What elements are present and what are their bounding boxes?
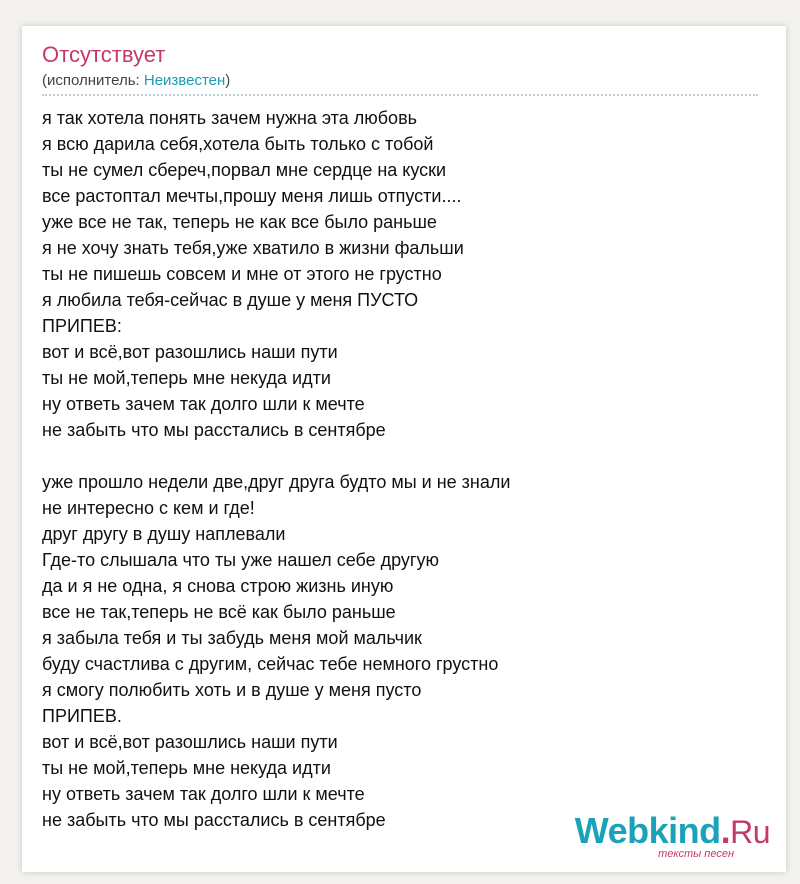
lyric-line: ПРИПЕВ. — [42, 706, 122, 726]
lyric-line: я так хотела понять зачем нужна эта любовь — [42, 108, 418, 128]
lyric-line: ты не мой,теперь мне некуда идти — [42, 368, 331, 388]
artist-suffix: ) — [225, 72, 231, 89]
lyric-line: буду счастлива с другим, сейчас тебе немного грустно — [42, 654, 499, 674]
logo-tld: Ru — [730, 814, 770, 850]
lyric-line: уже прошло недели две,друг друга будто мы и не знали — [42, 472, 511, 492]
lyric-line: все не так,теперь не всё как было раньше — [42, 602, 396, 622]
lyric-line: не интересно с кем и где! — [42, 498, 255, 518]
lyric-line: не забыть что мы расстались в сентябре — [42, 420, 386, 440]
lyric-line: ну ответь зачем так долго шли к мечте — [42, 394, 365, 414]
song-title: Отсутствует — [42, 42, 166, 67]
logo-dot: . — [720, 810, 731, 851]
artist-prefix: (исполнитель: — [42, 72, 144, 89]
dotted-divider — [42, 94, 758, 96]
lyric-blank-line — [42, 443, 510, 469]
lyric-line: ты не сумел сбереч,порвал мне сердце на куски — [42, 160, 447, 180]
lyric-line: вот и всё,вот разошлись наши пути — [42, 732, 338, 752]
logo-tagline: тексты песен — [658, 848, 734, 860]
webkind-logo[interactable] — [574, 810, 770, 860]
lyric-line: ну ответь зачем так долго шли к мечте — [42, 784, 365, 804]
lyrics-text — [42, 105, 510, 833]
lyrics-card — [22, 26, 786, 872]
artist-link[interactable]: Неизвестен — [143, 72, 226, 89]
lyric-line: друг другу в душу наплевали — [42, 524, 286, 544]
lyric-line: я забыла тебя и ты забудь меня мой мальчик — [42, 628, 422, 648]
logo-main-text: Webkind — [574, 810, 721, 851]
lyric-line: ты не мой,теперь мне некуда идти — [42, 758, 331, 778]
lyric-line: Где-то слышала что ты уже нашел себе другую — [42, 550, 439, 570]
lyric-line: уже все не так, теперь не как все было раньше — [42, 212, 437, 232]
lyric-line: не забыть что мы расстались в сентябре — [42, 810, 386, 830]
lyric-line: ты не пишешь совсем и мне от этого не грустно — [42, 264, 442, 284]
lyric-line: вот и всё,вот разошлись наши пути — [42, 342, 338, 362]
lyric-line: да и я не одна, я снова строю жизнь иную — [42, 576, 394, 596]
lyric-line: я смогу полюбить хоть и в душе у меня пусто — [42, 680, 422, 700]
lyric-line: я не хочу знать тебя,уже хватило в жизни фальши — [42, 238, 464, 258]
lyric-line: все растоптал мечты,прошу меня лишь отпусти.... — [42, 186, 462, 206]
logo-wordmark — [574, 810, 770, 851]
lyric-line: я всю дарила себя,хотела быть только с тобой — [42, 134, 434, 154]
lyric-line: ПРИПЕВ: — [42, 316, 122, 336]
lyric-line: я любила тебя-сейчас в душе у меня ПУСТО — [42, 290, 419, 310]
artist-line — [42, 72, 230, 89]
